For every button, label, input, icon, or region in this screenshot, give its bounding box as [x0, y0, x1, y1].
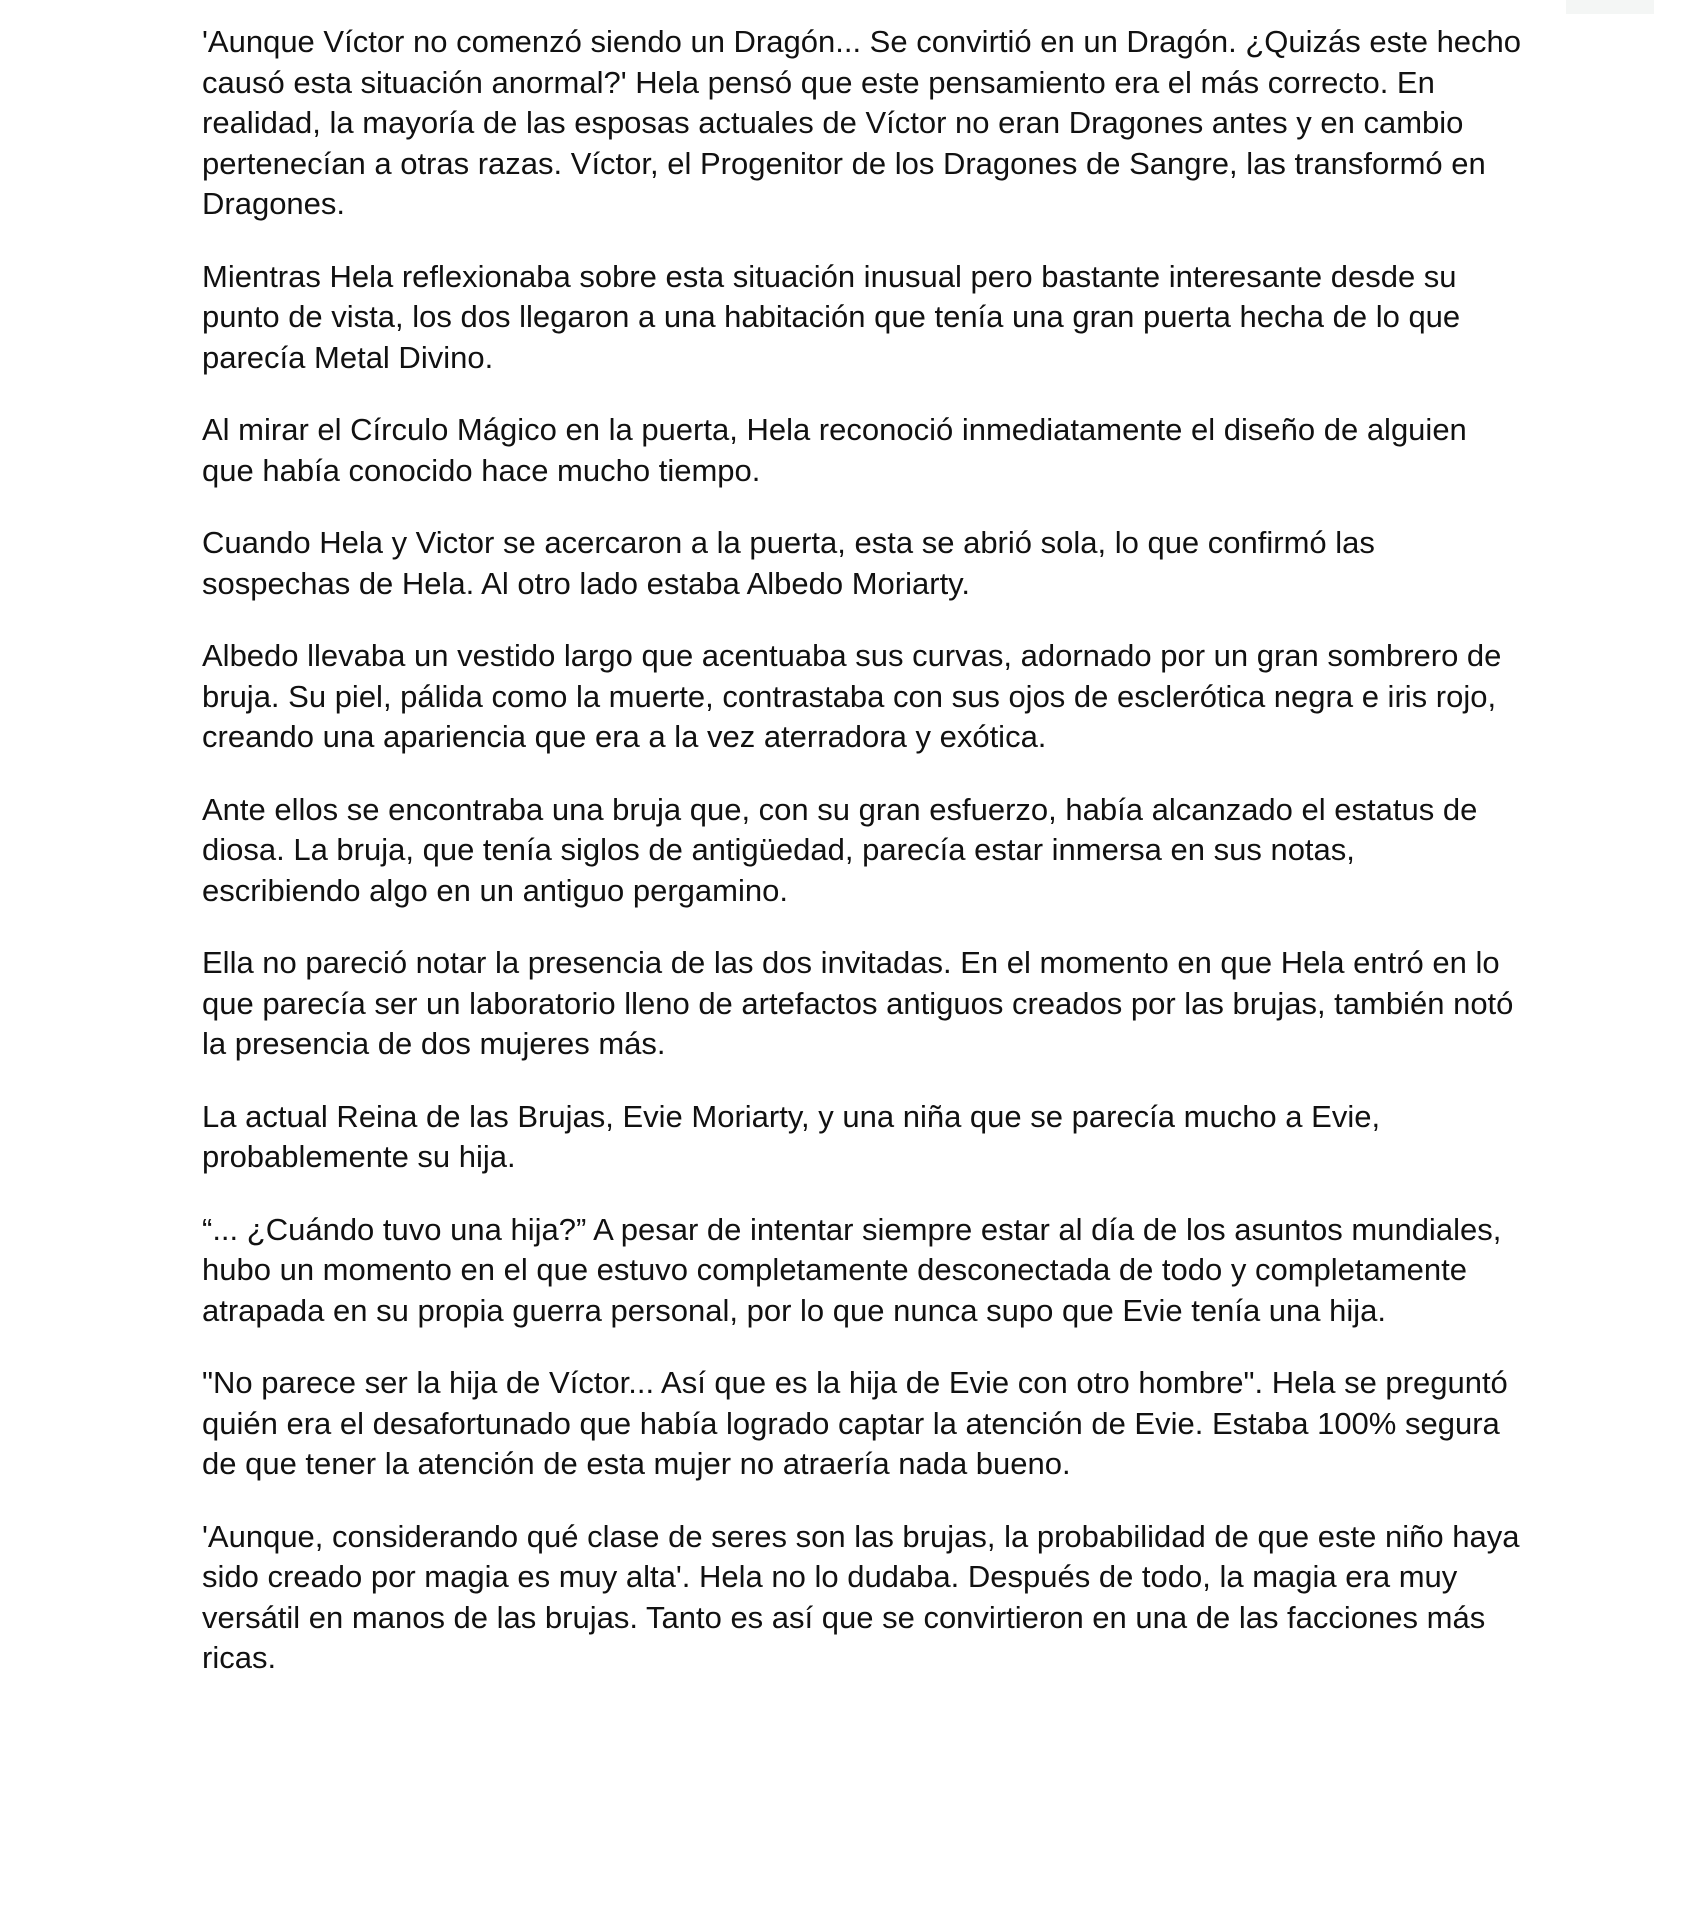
paragraph: Ella no pareció notar la presencia de las dos invitadas. En el momento en que Hela entró en lo que parecía ser un laboratorio lleno de artefactos antiguos creados por las brujas, también notó la presencia de dos mujeres más.	[202, 945, 1514, 1061]
paragraph: 'Aunque Víctor no comenzó siendo un Dragón... Se convirtió en un Dragón. ¿Quizás este hecho causó esta situación anormal?' Hela pensó que este pensamiento era el más correcto. En realidad, la mayoría de las esposas actuales de Víctor no eran Dragones antes y en cambio pertenecían a otras razas. Víctor, el Progenitor de los Dragones de Sangre, las transformó en Dragones.	[202, 24, 1522, 221]
corner-scan-mark	[1566, 0, 1654, 14]
paragraph: 'Aunque, considerando qué clase de seres son las brujas, la probabilidad de que este niño haya sido creado por magia es muy alta'. Hela no lo dudaba. Después de todo, la magia era muy versátil en manos de las brujas. Tanto es así que se convirtieron en una de las facciones más ricas.	[202, 1518, 1520, 1675]
paragraph: Al mirar el Círculo Mágico en la puerta, Hela reconoció inmediatamente el diseño de alguien que había conocido hace mucho tiempo.	[202, 412, 1467, 488]
paragraph: Cuando Hela y Victor se acercaron a la puerta, esta se abrió sola, lo que confirmó las sospechas de Hela. Al otro lado estaba Albedo Moriarty.	[202, 525, 1375, 601]
paragraph: La actual Reina de las Brujas, Evie Moriarty, y una niña que se parecía mucho a Evie, probablemente su hija.	[202, 1098, 1381, 1174]
paragraph: “... ¿Cuándo tuvo una hija?” A pesar de intentar siempre estar al día de los asuntos mundiales, hubo un momento en el que estuvo completamente desconectada de todo y completamente atrapada en su propia guerra personal, por lo que nunca supo que Evie tenía una hija.	[202, 1211, 1502, 1328]
paragraph: "No parece ser la hija de Víctor... Así que es la hija de Evie con otro hombre". Hela se preguntó quién era el desafortunado que había logrado captar la atención de Evie. Estaba 100% segura de que tener la atención de esta mujer no atraería nada bueno.	[202, 1365, 1508, 1481]
paragraph: Mientras Hela reflexionaba sobre esta situación inusual pero bastante interesante desde su punto de vista, los dos llegaron a una habitación que tenía una gran puerta hecha de lo que parecía Metal Divino.	[202, 258, 1461, 375]
text-column	[202, 22, 1522, 1711]
paragraph: Ante ellos se encontraba una bruja que, con su gran esfuerzo, había alcanzado el estatus de diosa. La bruja, que tenía siglos de antigüedad, parecía estar inmersa en sus notas, escribiendo algo en un antiguo pergamino.	[202, 791, 1478, 908]
paragraph: Albedo llevaba un vestido largo que acentuaba sus curvas, adornado por un gran sombrero de bruja. Su piel, pálida como la muerte, contrastaba con sus ojos de esclerótica negra e iris rojo, creando una apariencia que era a la vez aterradora y exótica.	[202, 638, 1502, 754]
